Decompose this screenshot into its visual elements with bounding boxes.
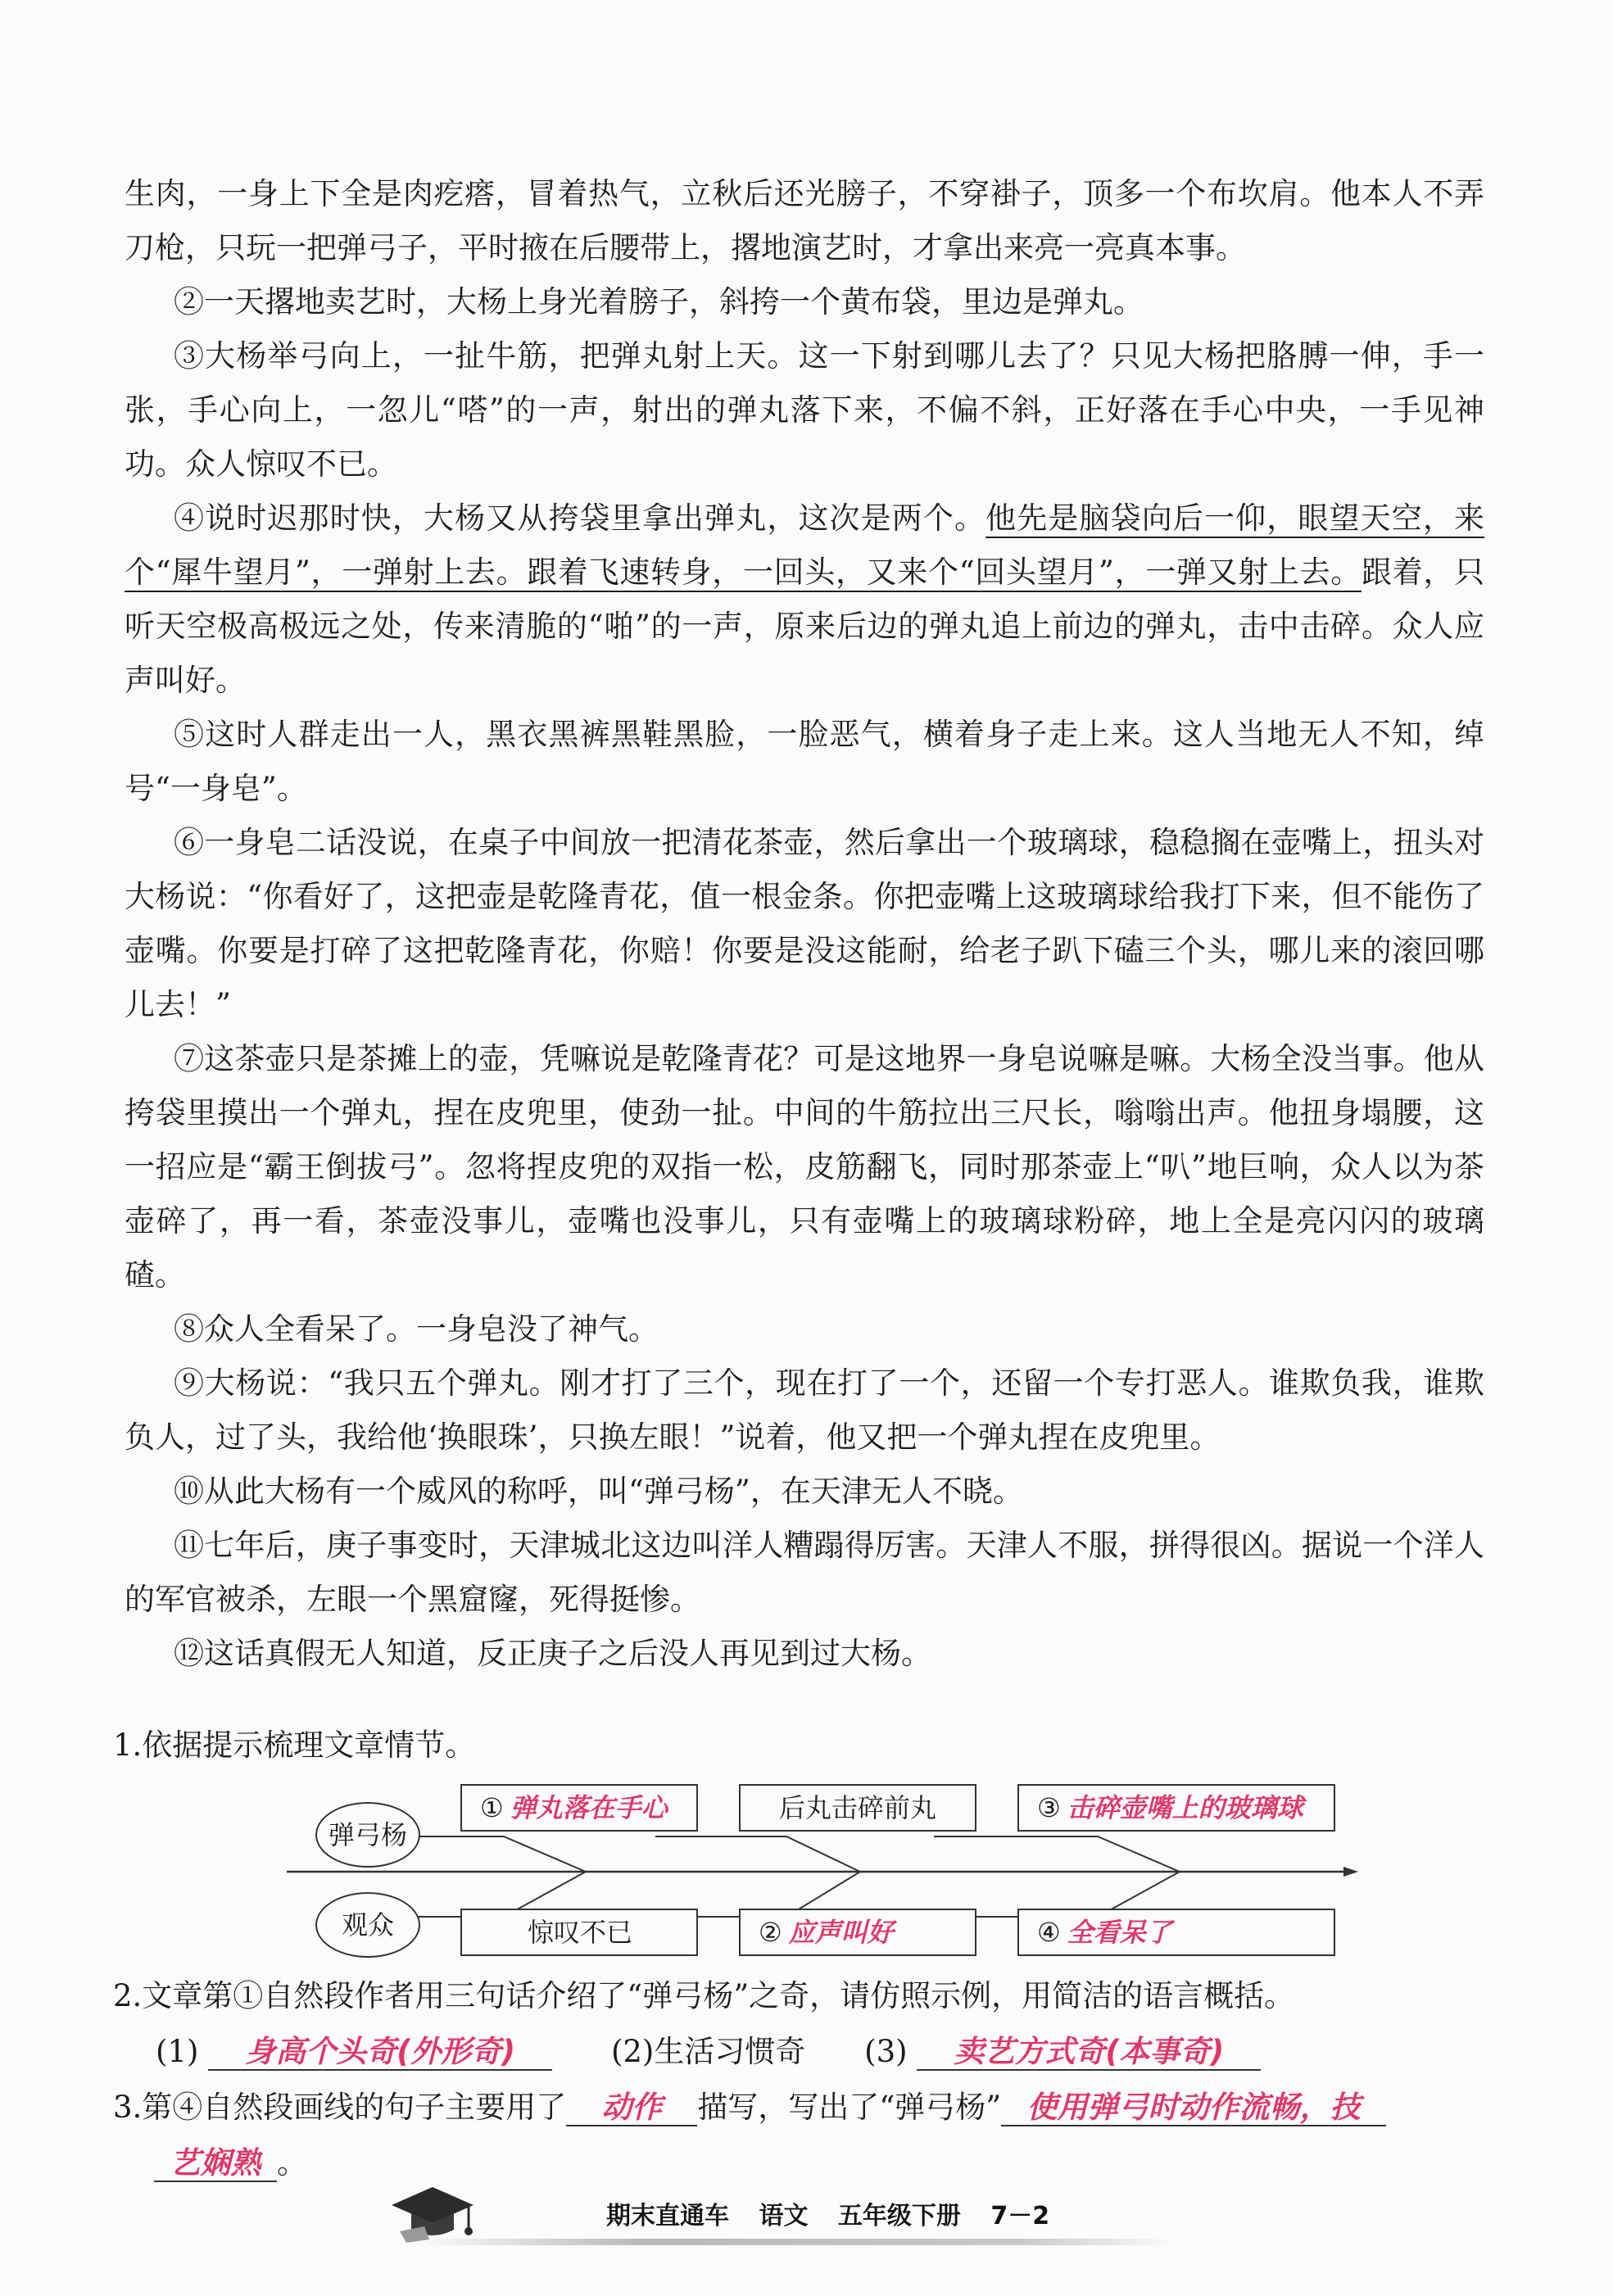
story-paragraph-1-cont: 生肉，一身上下全是肉疙瘩，冒着热气，立秋后还光膀子，不穿褂子，顶多一个布坎肩。他本人不弄刀枪，只玩一把弹弓子，平时掖在后腰带上，撂地演艺时，才拿出来亮一亮真本事。 (125, 176, 1484, 265)
story-paragraph-9: ⑨大杨说：“我只五个弹丸。刚才打了三个，现在打了一个，还留一个专打恶人。谁欺负我，谁欺负人，过了头，我给他‘换眼珠’，只换左眼！”说着，他又把一个弹丸捏在皮兜里。 (125, 1365, 1484, 1455)
story-paragraph-7: ⑦这茶壶只是茶摊上的壶，凭嘛说是乾隆青花？可是这地界一身皂说嘛是嘛。大杨全没当事。他从挎袋里摸出一个弹丸，捏在皮兜里，使劲一扯。中间的牛筋拉出三尺长，嗡嗡出声。他扭身塌腰，这一招应是“霸王倒拔弓”。忽将捏皮兜的双指一松，皮筋翻飞，同时那茶壶上“叭”地巨响，众人以为茶壶碎了，再一看，茶壶没事儿，壶嘴也没事儿，只有壶嘴上的玻璃球粉碎，地上全是亮闪闪的玻璃碴。 (125, 1041, 1484, 1293)
plot-box-bottom-1: 惊叹不已 (460, 1909, 698, 1956)
footer-bar (418, 2239, 1171, 2245)
plot-diagram (279, 1769, 1360, 1982)
answer-blank-effect-line1[interactable]: 使用弹弓时动作流畅，技 (1001, 2091, 1386, 2126)
branch-top-3 (934, 1836, 1180, 1872)
page-number: 7－2 (990, 2202, 1050, 2230)
answer-blank-3[interactable]: 卖艺方式奇(本事奇) (917, 2036, 1261, 2071)
story-paragraph-2: ②一天撂地卖艺时，大杨上身光着膀子，斜挎一个黄布袋，里边是弹丸。 (174, 284, 1144, 319)
node-audience: 观众 (315, 1892, 420, 1958)
story-paragraph-3: ③大杨举弓向上，一扯牛筋，把弹丸射上天。这一下射到哪儿去了？只见大杨把胳膊一伸，手一张，手心向上，一忽儿“嗒”的一声，射出的弹丸落下来，不偏不斜，正好落在手心中央，一手见神功。众人惊叹不已。 (125, 338, 1484, 482)
footer-title: 期末直通车 (606, 2202, 729, 2230)
answer-blank-technique[interactable]: 动作 (566, 2091, 697, 2126)
answer-text: 弹丸落在手心 (510, 1792, 668, 1823)
answer-blank-effect-line2[interactable]: 艺娴熟 (154, 2147, 277, 2182)
branch-top-2 (655, 1836, 860, 1872)
footer-subject: 语文 (759, 2202, 809, 2230)
footer-grade: 五年级下册 (837, 2202, 961, 2230)
story-paragraph-8: ⑧众人全看呆了。一身皂没了神气。 (174, 1311, 659, 1347)
story-paragraph-11: ⑪七年后，庚子事变时，天津城北这边叫洋人糟蹋得厉害。天津人不服，拼得很凶。据说一个洋人的军官被杀，左眼一个黑窟窿，死得挺惨。 (125, 1528, 1484, 1617)
story-paragraph-4 (125, 491, 1484, 708)
underlined-sentence: 他先是脑袋向后一仰，眼望天空，来个“犀牛望月”，一弹射上去。跟着飞速转身，一回头，又来个“回头望月”，一弹又射上去。 (125, 500, 1485, 590)
question-3-cont: 艺娴熟 。 (154, 2136, 1547, 2190)
answer-text: 全看呆了 (1067, 1917, 1172, 1948)
answer-blank-1[interactable]: 身高个头奇(外形奇) (208, 2036, 552, 2071)
answer-text: 击碎壶嘴上的玻璃球 (1067, 1792, 1303, 1823)
plot-box-top-1: ① 弹丸落在手心 (460, 1784, 698, 1832)
plot-box-top-2: 后丸击碎前丸 (739, 1784, 976, 1832)
branch-top-1 (401, 1836, 586, 1872)
plot-box-bottom-3: ④ 全看呆了 (1017, 1909, 1335, 1956)
answer-text: 应声叫好 (788, 1917, 894, 1948)
story-paragraph-6: ⑥一身皂二话没说，在桌子中间放一把清花茶壶，然后拿出一个玻璃球，稳稳搁在壶嘴上，扭头对大杨说：“你看好了，这把壶是乾隆青花，值一根金条。你把壶嘴上这玻璃球给我打下来，但不能伤了壶嘴。你要是打碎了这把乾隆青花，你赔！你要是没这能耐，给老子趴下磕三个头，哪儿来的滚回哪儿去！” (125, 825, 1484, 1022)
node-danggong-yang: 弹弓杨 (315, 1802, 420, 1868)
plot-box-top-3: ③ 击碎壶嘴上的玻璃球 (1017, 1784, 1335, 1832)
question-2-answers: (1) 身高个头奇(外形奇) (2)生活习惯奇 (3) 卖艺方式奇(本事奇) (156, 2025, 1548, 2079)
question-3-prompt: 3.第④自然段画线的句子主要用了 动作 描写，写出了“弹弓杨” 使用弹弓时动作流畅，技 (113, 2081, 1506, 2135)
story-paragraph-5: ⑤这时人群走出一人，黑衣黑裤黑鞋黑脸，一脸恶气，横着身子走上来。这人当地无人不知，绰号“一身皂”。 (125, 717, 1484, 806)
question-2-prompt: 2.文章第①自然段作者用三句话介绍了“弹弓杨”之奇，请仿照示例，用简洁的语言概括。 (113, 1978, 1295, 2013)
plot-box-bottom-2: ② 应声叫好 (739, 1909, 976, 1956)
arrow-head (1343, 1867, 1358, 1877)
story-paragraph-4-start: ④说时迟那时快，大杨又从挎袋里拿出弹丸，这次是两个。 (174, 500, 986, 536)
graduation-cap-icon (383, 2181, 482, 2246)
question-1-prompt: 1.依据提示梳理文章情节。 (113, 1728, 476, 1763)
story-paragraph-10: ⑩从此大杨有一个威风的称呼，叫“弹弓杨”，在天津无人不晓。 (174, 1474, 1023, 1509)
footer-text (606, 2195, 1071, 2231)
story-paragraph-4-end: 跟着，只听天空极高极远之处，传来清脆的“啪”的一声，原来后边的弹丸追上前边的弹丸，击中击碎。众人应声叫好。 (125, 555, 1484, 698)
story-paragraph-12: ⑫这话真假无人知道，反正庚子之后没人再见到过大杨。 (174, 1636, 931, 1671)
